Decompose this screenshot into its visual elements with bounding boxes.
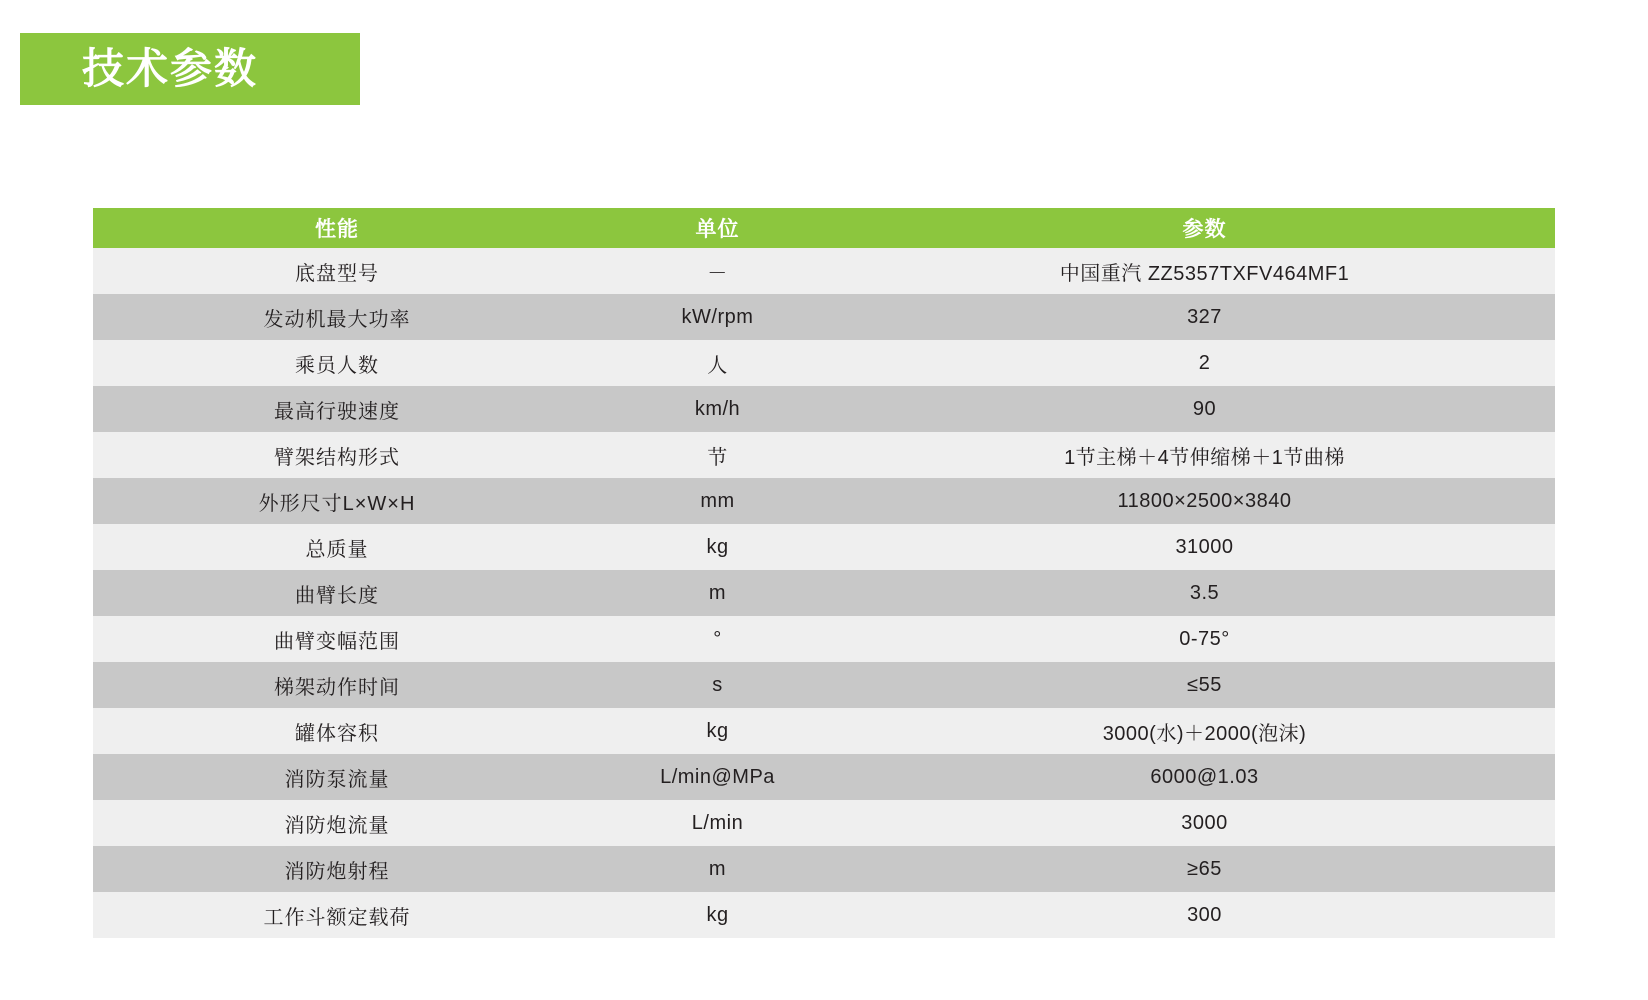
cell-name: 外形尺寸L×W×H: [93, 478, 581, 524]
cell-unit: mm: [581, 478, 854, 524]
cell-unit: °: [581, 616, 854, 662]
table-row: [93, 754, 1555, 800]
cell-name: 曲臂变幅范围: [93, 616, 581, 662]
cell-name: 消防泵流量: [93, 754, 581, 800]
cell-unit: 人: [581, 340, 854, 386]
cell-value: 3.5: [854, 570, 1555, 616]
page-title: 技术参数: [82, 45, 259, 92]
cell-unit: kg: [581, 708, 854, 754]
cell-name: 曲臂长度: [93, 570, 581, 616]
column-header-value: 参数: [854, 208, 1555, 248]
cell-unit: kW/rpm: [581, 294, 854, 340]
table-header: [93, 208, 1555, 248]
cell-unit: s: [581, 662, 854, 708]
table-body: [93, 248, 1555, 938]
cell-value: 31000: [854, 524, 1555, 570]
cell-unit: L/min@MPa: [581, 754, 854, 800]
cell-name: 臂架结构形式: [93, 432, 581, 478]
table-header-row: [93, 208, 1555, 248]
cell-name: 总质量: [93, 524, 581, 570]
cell-value: ≥65: [854, 846, 1555, 892]
cell-value: 中国重汽 ZZ5357TXFV464MF1: [854, 248, 1555, 294]
table-row: [93, 846, 1555, 892]
cell-value: 3000(水)＋2000(泡沫): [854, 708, 1555, 754]
cell-name: 消防炮流量: [93, 800, 581, 846]
table-row: [93, 294, 1555, 340]
page-title-banner: [20, 33, 360, 105]
cell-name: 乘员人数: [93, 340, 581, 386]
table-row: [93, 662, 1555, 708]
cell-unit: m: [581, 846, 854, 892]
table-row: [93, 570, 1555, 616]
cell-value: 3000: [854, 800, 1555, 846]
cell-value: 327: [854, 294, 1555, 340]
cell-unit: km/h: [581, 386, 854, 432]
cell-name: 梯架动作时间: [93, 662, 581, 708]
cell-unit: L/min: [581, 800, 854, 846]
cell-value: 6000@1.03: [854, 754, 1555, 800]
cell-name: 消防炮射程: [93, 846, 581, 892]
table-row: [93, 524, 1555, 570]
cell-name: 底盘型号: [93, 248, 581, 294]
table-row: [93, 340, 1555, 386]
cell-unit: 节: [581, 432, 854, 478]
column-header-name: 性能: [93, 208, 581, 248]
cell-value: 1节主梯＋4节伸缩梯＋1节曲梯: [854, 432, 1555, 478]
table-row: [93, 708, 1555, 754]
cell-value: 90: [854, 386, 1555, 432]
cell-name: 罐体容积: [93, 708, 581, 754]
table-row: [93, 248, 1555, 294]
cell-value: 11800×2500×3840: [854, 478, 1555, 524]
cell-unit: m: [581, 570, 854, 616]
table-row: [93, 800, 1555, 846]
cell-unit: －: [581, 248, 854, 294]
table-row: [93, 616, 1555, 662]
table-row: [93, 892, 1555, 938]
cell-value: 0-75°: [854, 616, 1555, 662]
cell-value: ≤55: [854, 662, 1555, 708]
cell-name: 最高行驶速度: [93, 386, 581, 432]
table-row: [93, 432, 1555, 478]
specifications-table: [93, 208, 1555, 938]
cell-unit: kg: [581, 524, 854, 570]
cell-name: 发动机最大功率: [93, 294, 581, 340]
cell-name: 工作斗额定载荷: [93, 892, 581, 938]
table-row: [93, 386, 1555, 432]
cell-value: 300: [854, 892, 1555, 938]
cell-value: 2: [854, 340, 1555, 386]
column-header-unit: 单位: [581, 208, 854, 248]
table-row: [93, 478, 1555, 524]
cell-unit: kg: [581, 892, 854, 938]
